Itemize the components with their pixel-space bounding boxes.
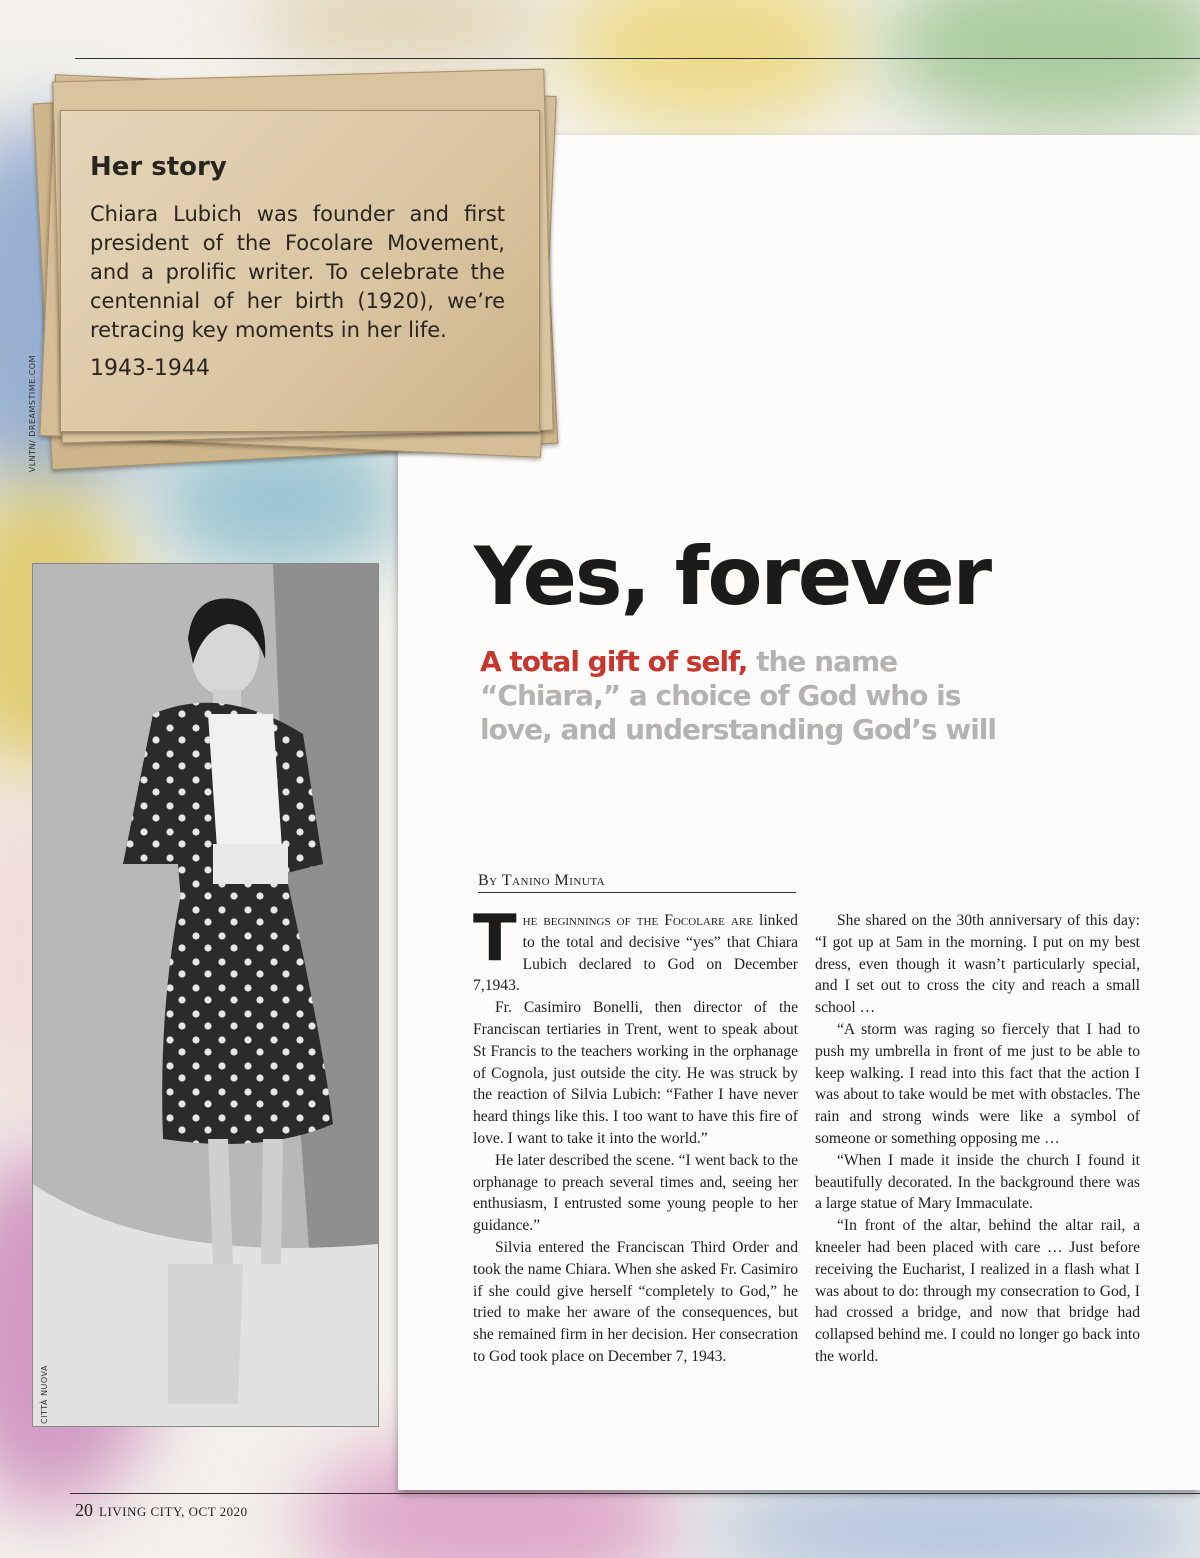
top-rule (75, 58, 1200, 59)
body-paragraph: “When I made it inside the church I found it beautifully decorated. In the background there was a large statue of Mary Immaculate. (815, 1151, 1140, 1213)
footer-rule (70, 1493, 1200, 1494)
byline (478, 872, 796, 893)
article-column-2 (815, 910, 1140, 1368)
article-deck (480, 645, 1040, 747)
photo-credit: CITTÀ NUOVA (40, 1365, 49, 1424)
lead-smallcaps: he beginnings of the Focolare are (522, 912, 753, 929)
deck-rest: the name “Chiara,” a choice of God who is love, and understanding God’s will (480, 645, 997, 746)
sidebar-years: 1943-1944 (90, 356, 210, 381)
drop-cap: T (473, 902, 517, 976)
sidebar-title: Her story (90, 152, 227, 182)
article-column-1 (473, 902, 798, 1368)
deck-accent: A total gift of self, (480, 645, 748, 678)
body-paragraph: He later described the scene. “I went back to the orphanage to preach several times and, seeing her enthusiasm, I entrusted some young people to her guidance.” (473, 1151, 798, 1235)
article-headline: Yes, forever (474, 530, 991, 623)
publication-name: LIVING CITY, OCT 2020 (99, 1504, 248, 1519)
sidebar-text: Chiara Lubich was founder and first president of the Focolare Movement, and a prolific writer. To celebrate the centennial of her birth (1920), we’re retracing key moments in her life. (90, 202, 505, 342)
body-paragraph: Silvia entered the Franciscan Third Order and took the name Chiara. When she asked Fr. Casimiro if she could give herself “completely to God,” he tried to make her aware of the consequences, but she remained firm in her decision. Her consecration to God took place on December 7, 1943. (473, 1238, 798, 1365)
byline-text: By Tanino Minuta (478, 872, 606, 889)
body-paragraph: She shared on the 30th anniversary of this day: “I got up at 5am in the morning. I put on my best dress, even though it wasn’t particularly special, and I set out to cross the city and reach a small school … (815, 912, 1140, 1017)
page-footer (75, 1500, 248, 1521)
portrait-illustration (33, 564, 378, 1426)
body-paragraph: Fr. Casimiro Bonelli, then director of the Franciscan tertiaries in Trent, went to speak about St Francis to the teachers working in the orphanage of Cognola, just outside the city. He was struck by the reaction of Silvia Lubich: “Father I have never heard things like this. I too want to have this fire of love. I want to take it into the world.” (473, 999, 798, 1147)
body-paragraph: “In front of the altar, behind the altar rail, a kneeler had been placed with care … Just before receiving the Eucharist, I realized in a flash what I was about to do: through my consecration to God, I had crossed a bridge, and now that bridge had collapsed behind me. I could no longer go back into the world. (815, 1217, 1140, 1365)
sidebar-image-credit: VLNTN/ DREAMSTIME.COM (28, 355, 37, 473)
body-paragraph: “A storm was raging so fiercely that I had to push my umbrella in front of me just to be able to keep walking. I read into this fact that the action I was about to take would be met with obstacles. The rain and strong winds were like a symbol of someone or something opposing me … (815, 1020, 1140, 1147)
chiara-photo (32, 563, 379, 1427)
page-number: 20 (75, 1500, 93, 1520)
lead-rest: linked to the total and decisive “yes” that Chiara Lubich declared to God on December 7,1943. (473, 912, 798, 995)
lead-paragraph (473, 902, 798, 997)
